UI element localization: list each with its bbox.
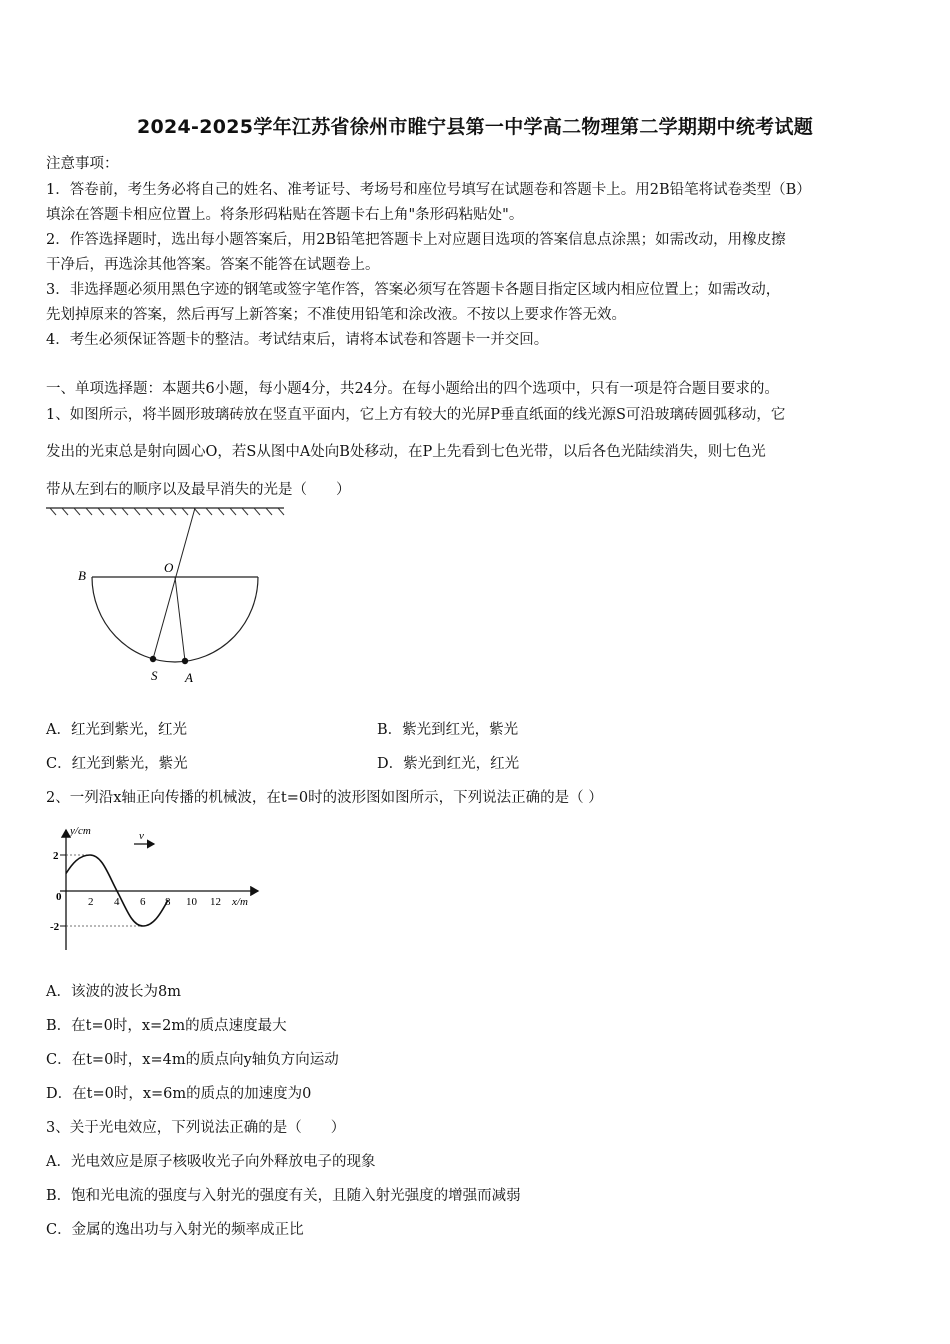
notice-heading: 注意事项：	[46, 156, 119, 172]
q3-option-a[interactable]: A．光电效应是原子核吸收光子向外释放电子的现象	[46, 1154, 376, 1170]
q2-option-b[interactable]: B．在t=0时，x=2m的质点速度最大	[46, 1018, 287, 1034]
screen-hatching	[50, 508, 284, 515]
x-tick-label: 2	[88, 896, 94, 908]
notice-line: 4．考生必须保证答题卡的整洁。考试结束后，请将本试卷和答题卡一并交回。	[46, 332, 549, 348]
notice-line: 先划掉原来的答案，然后再写上新答案；不准使用铅笔和涂改液。不按以上要求作答无效。	[46, 307, 626, 323]
question-1-stem: 带从左到右的顺序以及最早消失的光是（ ）	[46, 482, 351, 498]
page-title: 2024-2025学年江苏省徐州市睢宁县第一中学高二物理第二学期期中统考试题	[136, 116, 814, 138]
light-ray	[153, 508, 195, 659]
point-S	[150, 656, 156, 662]
point-A	[182, 658, 188, 664]
question-2-stem: 2、一列沿x轴正向传播的机械波，在t=0时的波形图如图所示，下列说法正确的是（ ）	[46, 790, 603, 806]
x-tick-label: 10	[186, 896, 197, 908]
y-tick-label: 2	[53, 850, 59, 862]
x-tick-label: 4	[114, 896, 120, 908]
question-1-stem: 1、如图所示，将半圆形玻璃砖放在竖直平面内，它上方有较大的光屏P垂直纸面的线光源S可沿玻璃砖圆弧移动，它	[46, 407, 786, 423]
x-tick-label: 12	[210, 896, 221, 908]
notice-line: 2．作答选择题时，选出每小题答案后，用2B铅笔把答题卡上对应题目选项的答案信息点涂黑；如需改动，用橡皮擦	[46, 232, 786, 248]
glass-brick-figure	[40, 500, 300, 695]
x-tick-label: 6	[140, 896, 146, 908]
notice-line: 填涂在答题卡相应位置上。将条形码粘贴在答题卡右上角"条形码粘贴处"。	[46, 207, 524, 223]
x-axis-label: x/m	[232, 896, 248, 908]
brick-arc	[92, 577, 258, 662]
label-A: A	[185, 670, 193, 685]
label-O: O	[164, 560, 174, 575]
q3-option-c[interactable]: C．金属的逸出功与入射光的频率成正比	[46, 1222, 304, 1238]
q1-option-c[interactable]: C．红光到紫光，紫光	[46, 756, 188, 772]
question-3-stem: 3、关于光电效应，下列说法正确的是（ ）	[46, 1120, 346, 1136]
label-S: S	[151, 668, 158, 683]
notice-line: 干净后，再选涂其他答案。答案不能答在试题卷上。	[46, 257, 380, 273]
velocity-label: v	[139, 830, 144, 842]
q1-option-a[interactable]: A．红光到紫光，红光	[46, 722, 187, 738]
question-1-stem: 发出的光束总是射向圆心O，若S从图中A处向B处移动，在P上先看到七色光带，以后各色光陆续消失，则七色光	[46, 444, 766, 460]
q2-option-c[interactable]: C．在t=0时，x=4m的质点向y轴负方向运动	[46, 1052, 339, 1068]
q1-option-b[interactable]: B．紫光到红光，紫光	[377, 722, 519, 738]
x-tick-label: 8	[165, 896, 171, 908]
q1-option-d[interactable]: D．紫光到红光，红光	[377, 756, 520, 772]
wave-figure	[50, 820, 265, 960]
origin-label: 0	[56, 891, 62, 903]
y-axis-label: y/cm	[70, 825, 91, 837]
radius-to-A	[175, 577, 185, 661]
y-tick-label: -2	[50, 921, 60, 933]
q2-option-a[interactable]: A．该波的波长为8m	[46, 984, 181, 1000]
q2-option-d[interactable]: D．在t=0时，x=6m的质点的加速度为0	[46, 1086, 312, 1102]
section-heading: 一、单项选择题：本题共6小题，每小题4分，共24分。在每小题给出的四个选项中，只有一项是符合题目要求的。	[46, 381, 779, 397]
label-B: B	[78, 568, 86, 583]
notice-line: 1．答卷前，考生务必将自己的姓名、准考证号、考场号和座位号填写在试题卷和答题卡上。用2B铅笔将试卷类型（B）	[46, 182, 811, 198]
notice-line: 3．非选择题必须用黑色字迹的钢笔或签字笔作答，答案必须写在答题卡各题目指定区域内相应位置上；如需改动，	[46, 282, 781, 298]
q3-option-b[interactable]: B．饱和光电流的强度与入射光的强度有关，且随入射光强度的增强而减弱	[46, 1188, 521, 1204]
